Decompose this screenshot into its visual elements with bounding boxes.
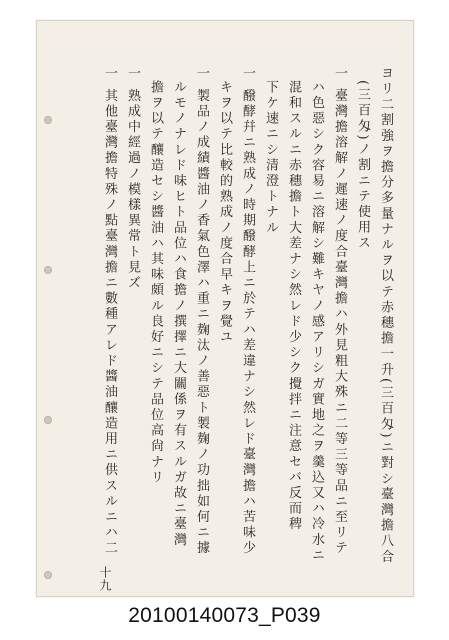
binding-holes (44, 116, 52, 591)
text-column: 一 其他臺灣擔特殊ノ點臺灣擔ニ數種アレド醬油釀造用ニ供スルニハ二 (102, 66, 117, 557)
vertical-text-body (97, 66, 397, 565)
binding-hole (44, 571, 52, 579)
document-page (36, 20, 414, 597)
text-column: ルモノナレド味ヒト品位ハ食擔ノ撰擇ニ大關係ヲ有スルガ故ニ臺灣 (171, 80, 186, 548)
binding-hole (44, 266, 52, 274)
text-column: 一 臺灣擔溶解ノ遲速ノ度合臺灣擔ハ外見粗大殊ニ二等三等品ニ至リテ (332, 66, 347, 557)
text-column: 擔ヲ以テ釀造セシ醬油ハ其味頗ル良好ニシテ品位高尙ナリ (148, 80, 163, 486)
text-column: 混和スルニ赤穗擔ト大差ナシ然レド少シク攪拌ニ注意セバ反而稗 (286, 80, 301, 533)
text-column: ハ色惡シク容易ニ溶解シ難キヤノ感アリシガ實地之ヲ羹込又ハ冷水ニ (309, 80, 324, 564)
text-column: 一 熟成中經過ノ模樣異常ト見ズ (125, 66, 140, 292)
text-column: 一 製品ノ成績醬油ノ香氣色澤ハ重ニ麹汰ノ善惡ト製麹ノ功拙如何ニ據 (194, 66, 209, 557)
text-column: キヲ以テ比較的熟成ノ度合早キヲ覺ユ (217, 80, 232, 346)
binding-hole (44, 116, 52, 124)
text-column: ヨリ二割強ヲ擔分多量ナルヲ以テ赤穗擔一升(三百匁)ニ對シ臺灣擔八合 (378, 66, 393, 565)
text-column: 一 醱酵幷ニ熟成ノ時期醱酵上ニ於テハ差違ナシ然レド臺灣擔ハ苦味少 (240, 66, 255, 557)
page-number: 十九 (98, 566, 112, 592)
text-column: 下ケ速ニシ清澄トナル (263, 80, 278, 236)
binding-hole (44, 416, 52, 424)
text-column: (三百匁)ノ割ニテ使用ス (355, 80, 370, 252)
image-caption: 20100140073_P039 (128, 604, 321, 627)
